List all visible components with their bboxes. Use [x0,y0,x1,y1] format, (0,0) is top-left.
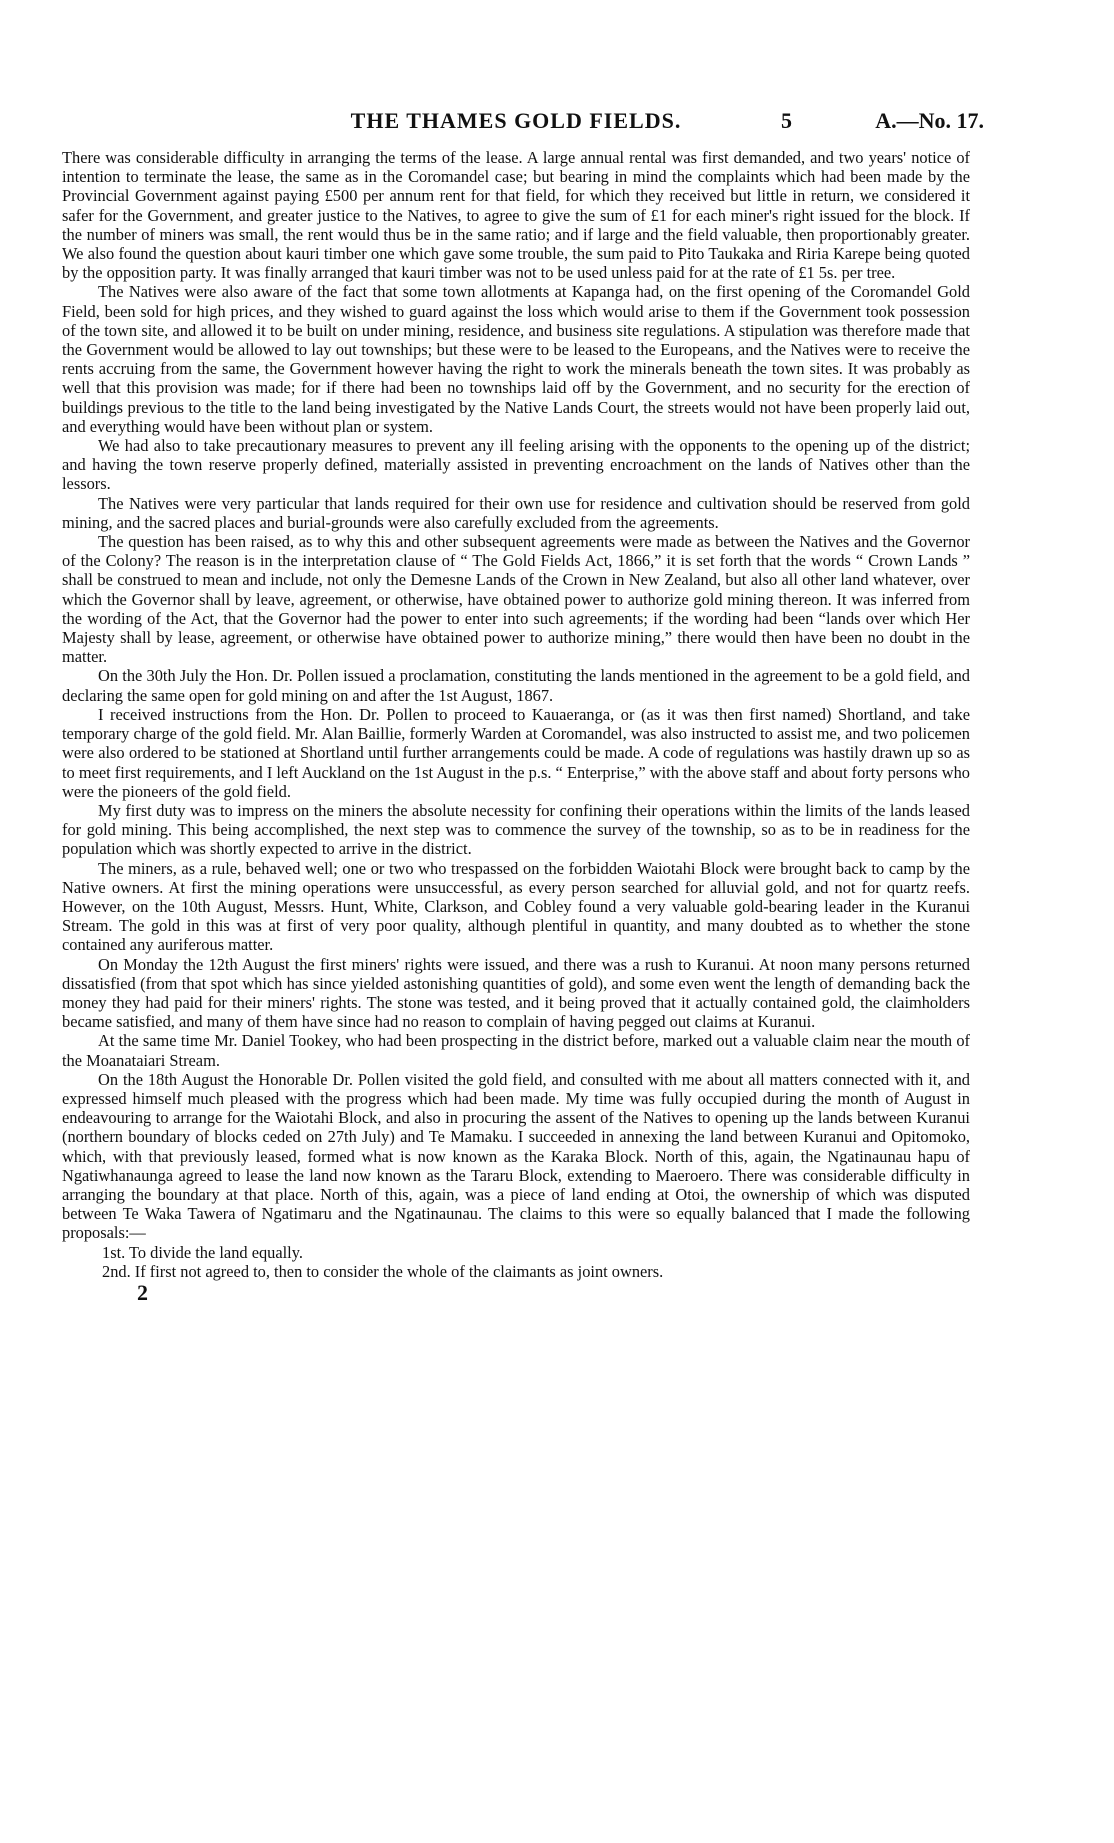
paragraph: The Natives were very particular that lands required for their own use for residence and cultivation should be reserved from gold mining, and the sacred places and burial-grounds were also carefully excluded from the agreements. [62,493,970,532]
page-title: THE THAMES GOLD FIELDS. [350,108,682,133]
paragraph: At the same time Mr. Daniel Tookey, who had been prospecting in the district before, marked out a valuable claim near the mouth of the Moanataiari Stream. [62,1031,970,1070]
paragraph: My first duty was to impress on the miners the absolute necessity for confining their operations within the limits of the lands leased for gold mining. This being accomplished, the next step was to commence the survey of the township, so as to be in readiness for the population which was shortly expected to arrive in the district. [62,800,970,859]
paragraph: The question has been raised, as to why this and other subsequent agreements were made as between the Natives and the Governor of the Colony? The reason is in the interpretation clause of “ The Gold Fields Act, 1866,” it is set forth that the words “ Crown Lands ” shall be construed to mean and include, not only the Demesne Lands of the Crown in New Zealand, but also all other land whatever, over which the Governor shall by leave, agreement, or otherwise, have obtained power to authorize gold mining thereon. It was inferred from the wording of the Act, that the Governor had the power to enter into such agreements; if the wording had been “lands over which Her Majesty shall by lease, agreement, or otherwise have obtained power to authorize mining,” there would then have been no doubt in the matter. [62,532,970,667]
page-number: 5 [781,108,792,133]
body-text [62,148,970,1281]
paragraph: We had also to take precautionary measures to prevent any ill feeling arising with the opponents to the opening up of the district; and having the town reserve properly defined, materially assisted in preventing encroachment on the lands of Natives other than the lessors. [62,436,970,494]
list-item: 1st. To divide the land equally. [102,1242,303,1262]
paragraph: I received instructions from the Hon. Dr. Pollen to proceed to Kauaeranga, or (as it was then first named) Shortland, and take temporary charge of the gold field. Mr. Alan Baillie, formerly Warden at Coromandel, was also instructed to assist me, and two policemen were also ordered to be stationed at Shortland until further arrangements could be made. A code of regulations was hastily drawn up so as to meet first requirements, and I left Auckland on the 1st August in the p.s. “ Enterprise,” with the above staff and about forty persons who were the pioneers of the gold field. [62,704,970,801]
paragraph: The miners, as a rule, behaved well; one or two who trespassed on the forbidden Waiotahi Block were brought back to camp by the Native owners. At first the mining operations were unsuccessful, as every person searched for alluvial gold, and not for quartz reefs. However, on the 10th August, Messrs. Hunt, White, Clarkson, and Cobley found a very valuable gold-bearing leader in the Kuranui Stream. The gold in this was at first of very poor quality, although plentiful in quantity, and many doubted as to whether the stone contained any auriferous matter. [62,858,970,955]
document-page [62,108,984,1305]
paragraph: On the 18th August the Honorable Dr. Pollen visited the gold field, and consulted with me about all matters connected with it, and expressed himself much pleased with the progress which had been made. My time was fully occupied during the month of August in endeavouring to arrange for the Waiotahi Block, and also in procuring the assent of the Natives to opening up the lands between Kuranui (northern boundary of blocks ceded on 27th July) and Te Mamaku. I succeeded in annexing the land between Kuranui and Opitomoko, which, with that previously leased, formed what is now known as the Karaka Block. North of this, again, the Ngatinaunau hapu of Ngatiwhanaunga agreed to lease the land now known as the Tararu Block, extending to Maeroero. There was considerable difficulty in arranging the boundary at that place. North of this, again, was a piece of land ending at Otoi, the ownership of which was disputed between Te Waka Tawera of Ngatimaru and the Ngatinaunau. The claims to this were so equally balanced that I made the following proposals:— [62,1069,970,1243]
document-reference: A.—No. 17. [875,108,984,133]
list-item: 2nd. If first not agreed to, then to consider the whole of the claimants as joint owners. [102,1261,664,1281]
paragraph: There was considerable difficulty in arranging the terms of the lease. A large annual rental was first demanded, and two years' notice of intention to terminate the lease, the same as in the Coromandel case; but bearing in mind the complaints which had been made by the Provincial Government against paying £500 per annum rent for that field, for which they received but little in return, we considered it safer for the Government, and greater justice to the Natives, to agree to give the sum of £1 for each miner's right issued for the block. If the number of miners was small, the rent would thus be in the same ratio; and if large and the field valuable, then proportionably greater. We also found the question about kauri timber one which gave some trouble, the sum paid to Pito Taukaka and Riria Karepe being quoted by the opposition party. It was finally arranged that kauri timber was not to be used unless paid for at the rate of £1 5s. per tree. [62,148,970,283]
page-header [62,108,984,148]
signature-mark: 2 [137,1279,148,1305]
paragraph: On the 30th July the Hon. Dr. Pollen issued a proclamation, constituting the lands mentioned in the agreement to be a gold field, and declaring the same open for gold mining on and after the 1st August, 1867. [62,666,970,705]
paragraph: The Natives were also aware of the fact that some town allotments at Kapanga had, on the first opening of the Coromandel Gold Field, been sold for high prices, and they wished to guard against the loss which would arise to them if the Government took possession of the town site, and allowed it to be built on under mining, residence, and business site regulations. A stipulation was therefore made that the Government would be allowed to lay out townships; but these were to be leased to the Europeans, and the Natives were to receive the rents accruing from the same, the Government however having the right to work the minerals beneath the town sites. It was probably as well that this provision was made; for if there had been no townships laid off by the Government, and no security for the erection of buildings previous to the title to the land being investigated by the Native Lands Court, the streets would not have been properly laid out, and everything would have been without plan or system. [62,282,970,436]
paragraph: On Monday the 12th August the first miners' rights were issued, and there was a rush to Kuranui. At noon many persons returned dissatisfied (from that spot which has since yielded astonishing quantities of gold), and some even went the length of demanding back the money they had paid for their miners' rights. The stone was tested, and it being proved that it actually contained gold, the claimholders became satisfied, and many of them have since had no reason to complain of having pegged out claims at Kuranui. [62,954,970,1032]
